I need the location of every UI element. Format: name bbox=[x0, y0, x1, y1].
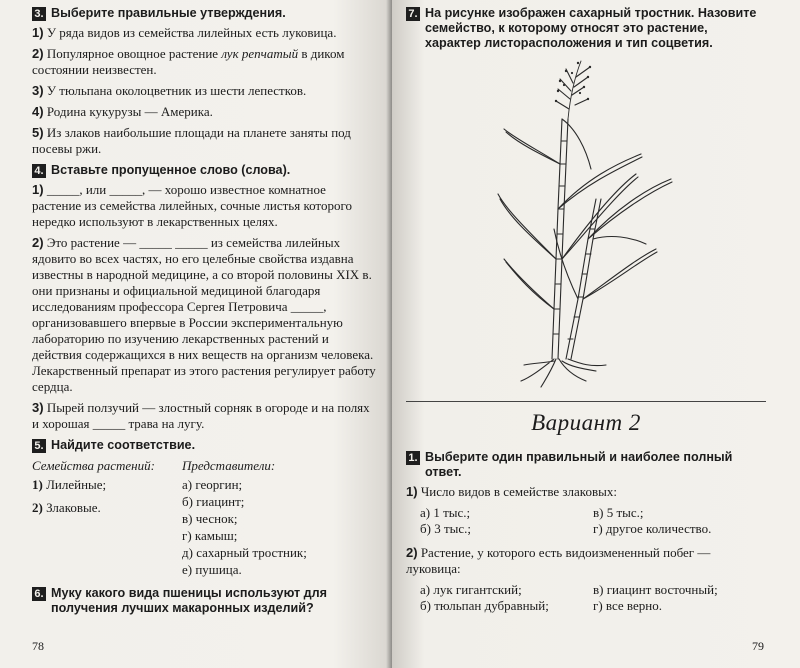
representatives-header: Представители: bbox=[182, 458, 276, 473]
statement-item: 1) У ряда видов из семейства лилейных есть луковица. bbox=[32, 25, 337, 40]
fill-in-item: 2) Это растение — _____ _____ из семейства лилейных ядовито во всех частях, но его целебные свойства издавна известны в народной медицине, а со второй половины XIX в. они признаны и официальной медициной благодаря исследованиям профессора Сергея Петровича _____, организовавшего впервые в России экспериментальную лабораторию по изучению лекарственных растений и действия содержащихся в них веществ на организм человека. Лекарственный препарат из этого растения регулирует работу сердца. bbox=[32, 235, 376, 394]
task-title: Вставьте пропущенное слово (слова). bbox=[51, 163, 291, 177]
variant-task-1 bbox=[406, 450, 766, 614]
statement-item: 4) Родина кукурузы — Америка. bbox=[32, 104, 213, 119]
question-item: 1) Число видов в семействе злаковых: bbox=[406, 484, 617, 499]
task-6 bbox=[32, 586, 378, 616]
statement-item: 2) Популярное овощное растение лук репчатый в диком состоянии неизвестен. bbox=[32, 46, 345, 77]
task-5 bbox=[32, 438, 378, 578]
task-number-badge: 5. bbox=[32, 439, 46, 453]
matching-table bbox=[32, 457, 378, 578]
answer-option: г) все верно. bbox=[593, 598, 662, 613]
answer-option: в) 5 тыс.; bbox=[593, 505, 644, 520]
fill-in-item: 3) Пырей ползучий — злостный сорняк в огороде и на полях и хорошая _____ трава на лугу. bbox=[32, 400, 370, 431]
fill-in-item: 1) _____, или _____, — хорошо известное комнатное растение из семейства лилейных, сочные листья которого нередко используют в лекарственных целях. bbox=[32, 182, 352, 229]
task-title: Выберите один правильный и наиболее полный ответ. bbox=[425, 450, 733, 479]
answer-option: а) 1 тыс.; bbox=[420, 505, 471, 520]
task-number-badge: 3. bbox=[32, 7, 46, 21]
task-number-badge: 4. bbox=[32, 164, 46, 178]
page-number: 78 bbox=[32, 639, 44, 653]
page-number: 79 bbox=[752, 639, 764, 653]
families-header: Семейства растений: bbox=[32, 458, 155, 473]
representative-item: б) гиацинт; bbox=[182, 494, 245, 509]
task-3 bbox=[32, 6, 378, 157]
answer-options bbox=[406, 505, 766, 537]
task-title: На рисунке изображен сахарный тростник. Назовите семейство, к которому относят это растение, характер листорасположения и тип соцветия. bbox=[425, 6, 757, 50]
family-item: 2) Злаковые. bbox=[32, 500, 101, 515]
task-number-badge: 7. bbox=[406, 7, 420, 21]
right-page bbox=[392, 0, 800, 668]
task-title: Выберите правильные утверждения. bbox=[51, 6, 286, 20]
task-number-badge: 1. bbox=[406, 451, 420, 465]
left-page bbox=[0, 0, 392, 668]
answer-option: в) гиацинт восточный; bbox=[593, 582, 718, 597]
variant-title: Вариант 2 bbox=[406, 401, 766, 436]
representative-item: д) сахарный тростник; bbox=[182, 545, 307, 560]
task-4 bbox=[32, 163, 378, 432]
statement-item: 5) Из злаков наибольшие площади на планете заняты под посевы ржи. bbox=[32, 125, 351, 156]
answer-options bbox=[406, 582, 766, 614]
answer-option: г) другое количество. bbox=[593, 521, 712, 536]
representative-item: е) пушица. bbox=[182, 562, 242, 577]
task-number-badge: 6. bbox=[32, 587, 46, 601]
answer-option: а) лук гигантский; bbox=[420, 582, 522, 597]
question-item: 2) Растение, у которого есть видоизмененный побег — луковица: bbox=[406, 545, 711, 576]
representative-item: а) георгин; bbox=[182, 477, 243, 492]
representative-item: г) камыш; bbox=[182, 528, 238, 543]
sugarcane-illustration bbox=[496, 59, 696, 389]
answer-option: б) тюльпан дубравный; bbox=[420, 598, 549, 613]
task-7 bbox=[406, 6, 766, 51]
answer-option: б) 3 тыс.; bbox=[420, 521, 471, 536]
task-title: Муку какого вида пшеницы используют для получения лучших макаронных изделий? bbox=[51, 586, 328, 615]
statement-item: 3) У тюльпана околоцветник из шести лепестков. bbox=[32, 83, 307, 98]
task-title: Найдите соответствие. bbox=[51, 438, 196, 452]
representative-item: в) чеснок; bbox=[182, 511, 238, 526]
family-item: 1) Лилейные; bbox=[32, 477, 107, 492]
